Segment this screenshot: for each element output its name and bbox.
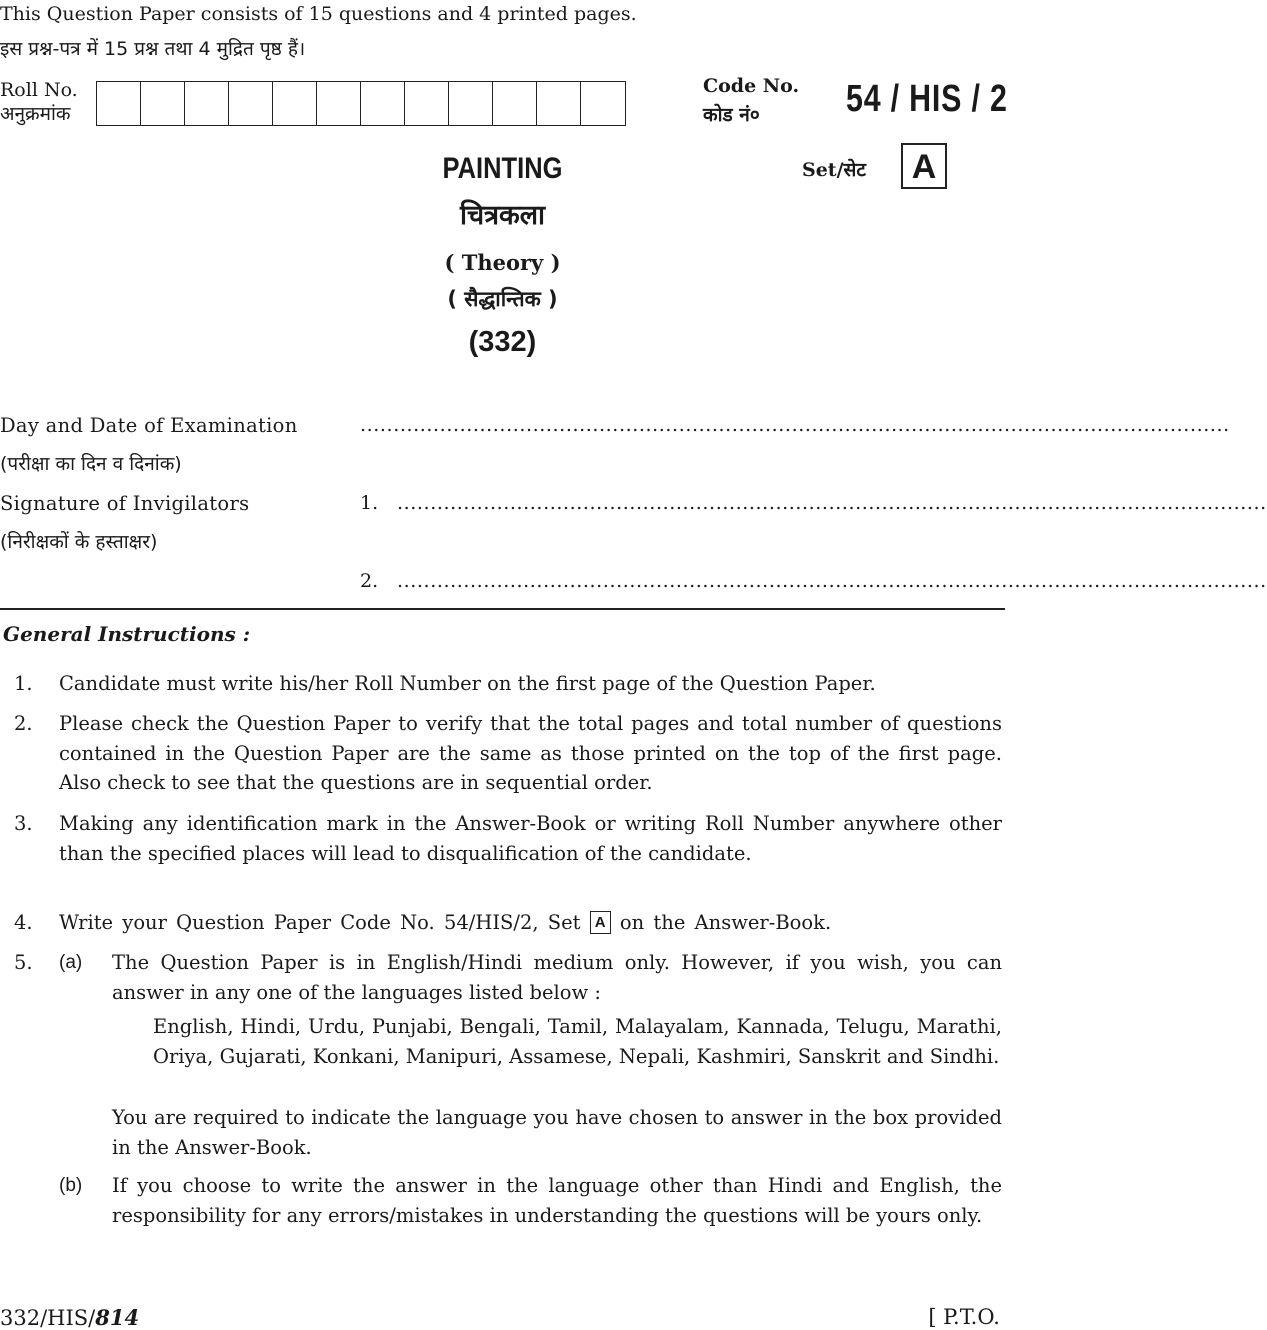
please-turn-over: [ P.T.O.	[928, 1305, 1000, 1329]
roll-number-digit-box[interactable]	[537, 82, 581, 125]
code-label-english: Code No.	[703, 75, 800, 97]
exam-date-field[interactable]: ...................................................................................................................................	[360, 414, 1230, 436]
sub-item-text: If you choose to write the answer in the language other than Hindi and English, the responsibility for any errors/mistakes in understanding the questions will be yours only.	[112, 1174, 1002, 1227]
roll-number-digit-box[interactable]	[449, 82, 493, 125]
roll-number-digit-box[interactable]	[405, 82, 449, 125]
sub-item-label: (a)	[59, 952, 83, 973]
roll-number-digit-box[interactable]	[317, 82, 361, 125]
roll-label-english: Roll No.	[0, 79, 78, 101]
general-instructions-heading: General Instructions :	[3, 622, 251, 646]
footer-code-bold: 814	[95, 1305, 140, 1330]
exam-date-label-hindi: (परीक्षा का दिन व दिनांक)	[0, 453, 182, 475]
instruction-number: 4.	[14, 911, 33, 934]
roll-label-hindi: अनुक्रमांक	[0, 103, 71, 125]
invigilator-signature-label: Signature of Invigilators	[0, 492, 250, 515]
instruction-text-after: on the Answer-Book.	[619, 911, 832, 934]
invigilator-1-signature-field[interactable]: ...................................................................................................................................	[397, 492, 1267, 514]
sub-item-text: The Question Paper is in English/Hindi medium only. However, if you wish, you can answer in any one of the languages listed below :	[112, 951, 1002, 1004]
instruction-text: Candidate must write his/her Roll Number on the first page of the Question Paper.	[59, 672, 876, 695]
set-label: Set/सेट	[802, 159, 866, 181]
instruction-number: 1.	[14, 672, 33, 695]
section-divider	[0, 608, 1005, 610]
footer-code-prefix: 332/HIS/	[0, 1306, 96, 1330]
subject-code: (332)	[468, 326, 537, 358]
instruction-text: Please check the Question Paper to verify that the total pages and total number of questions contained in the Question Paper are the same as those printed on the top of the first page. Also check to see that the questions are in sequential order.	[59, 712, 1002, 794]
roll-number-digit-box[interactable]	[97, 82, 141, 125]
roll-number-digit-box[interactable]	[273, 82, 317, 125]
roll-number-label	[0, 78, 78, 126]
instruction-text-before: Write your Question Paper Code No. 54/HIS/2, Set	[59, 911, 581, 934]
roll-number-digit-box[interactable]	[229, 82, 273, 125]
inline-set-box: A	[590, 911, 611, 934]
sub-item-text: You are required to indicate the language you have chosen to answer in the box provided in the Answer-Book.	[112, 1106, 1002, 1159]
exam-date-label: Day and Date of Examination	[0, 414, 298, 437]
sub-item-label: (b)	[59, 1175, 83, 1196]
page-count-english: This Question Paper consists of 15 questions and 4 printed pages.	[0, 3, 637, 25]
code-label-hindi: कोड नं०	[703, 104, 760, 126]
invigilator-label-hindi: (निरीक्षकों के हस्ताक्षर)	[0, 531, 158, 553]
roll-number-digit-box[interactable]	[493, 82, 537, 125]
invigilator-2-number: 2.	[360, 570, 379, 592]
subject-title-hindi: चित्रकला	[459, 200, 546, 231]
invigilator-1-number: 1.	[360, 492, 379, 514]
instruction-text: Making any identification mark in the Answer-Book or writing Roll Number anywhere other than the specified places will lead to disqualification of the candidate.	[59, 812, 1002, 865]
roll-number-digit-box[interactable]	[581, 82, 625, 125]
paper-type-english: ( Theory )	[444, 250, 561, 275]
roll-number-boxes[interactable]	[96, 81, 626, 126]
instruction-number: 2.	[14, 712, 33, 735]
language-list-text: English, Hindi, Urdu, Punjabi, Bengali, Tamil, Malayalam, Kannada, Telugu, Marathi, Oriya, Gujarati, Konkani, Manipuri, Assamese, Nepali, Kashmiri, Sanskrit and Sindhi.	[153, 1015, 1002, 1068]
instruction-text	[59, 908, 1002, 938]
question-paper-code: 54 / HIS / 2	[846, 78, 1008, 120]
invigilator-2-signature-field[interactable]: ...................................................................................................................................	[397, 570, 1267, 592]
page-count-hindi: इस प्रश्न-पत्र में 15 प्रश्न तथा 4 मुद्रित पृष्ठ हैं।	[0, 38, 306, 60]
instruction-number: 5.	[14, 951, 33, 974]
set-box: A	[901, 143, 947, 189]
roll-number-digit-box[interactable]	[361, 82, 405, 125]
roll-number-digit-box[interactable]	[185, 82, 229, 125]
instruction-number: 3.	[14, 812, 33, 835]
roll-number-digit-box[interactable]	[141, 82, 185, 125]
subject-title-english: PAINTING	[442, 152, 563, 185]
footer-code	[0, 1305, 139, 1330]
paper-type-hindi: ( सैद्धान्तिक )	[447, 287, 558, 311]
